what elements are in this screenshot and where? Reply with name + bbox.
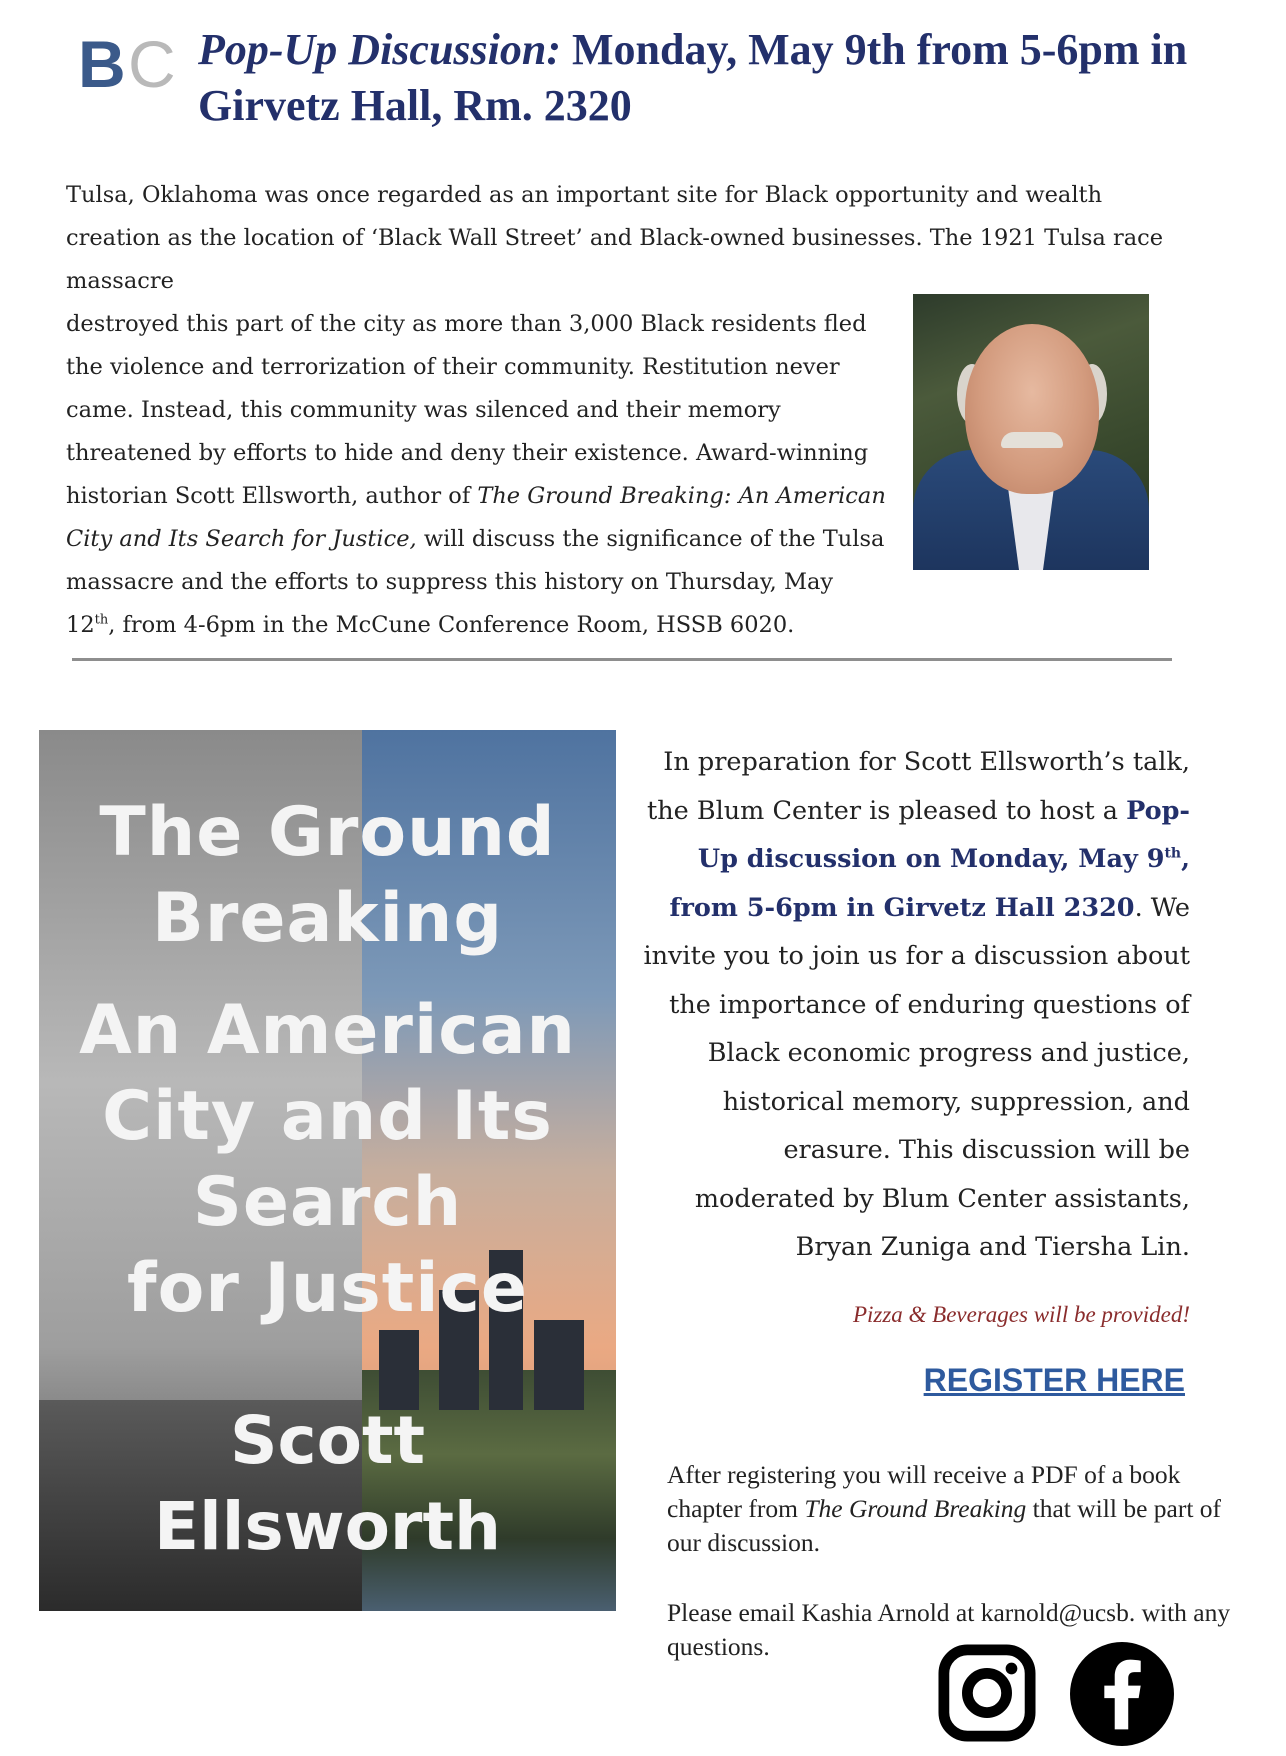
author-portrait xyxy=(913,294,1149,570)
after-book: The Ground Breaking xyxy=(804,1494,1027,1523)
cover-title-line-2: Breaking xyxy=(152,879,503,958)
after-text-1: After registering you will receive a PDF of a book chapter from xyxy=(667,1460,1181,1523)
cover-author-block xyxy=(39,1398,616,1570)
after-register-note xyxy=(667,1458,1227,1560)
intro-text-1: Tulsa, Oklahoma was once regarded as an important site for Black opportunity and wealth creation as the location of ‘Black Wall Street’ and Black-owned businesses. The 1921 Tulsa race massacre xyxy=(66,182,1164,294)
intro-book-title: The Ground Breaking: An American City and Its Search for Justice, xyxy=(66,483,886,552)
logo-letter-b: B xyxy=(78,27,126,101)
intro-sup: th xyxy=(94,612,109,628)
cover-gap xyxy=(39,962,616,988)
intro-text-3: will discuss the significance of the Tulsa massacre and the efforts to suppress this history on Thursday, May 12 xyxy=(66,526,885,638)
book-cover xyxy=(39,730,616,1611)
title-italic: Pop-Up Discussion: xyxy=(198,25,562,74)
blum-center-logo xyxy=(78,27,182,101)
details-highlight-1: Pop-Up discussion on Monday, May 9 xyxy=(697,795,1190,874)
contact-note: Please email Kashia Arnold at karnold@ucsb. with any questions. xyxy=(667,1598,1231,1661)
cover-author-line-2: Ellsworth xyxy=(153,1488,501,1565)
details-text-2: . We invite you to join us for a discussion about the importance of enduring questions of Black economic progress and justice, historical memory, suppression, and erasure. This discussion will be moderated by Blum Center assistants, Bryan Zuniga and Tiersha Lin. xyxy=(643,892,1190,1262)
section-divider xyxy=(72,658,1172,661)
cover-title-block xyxy=(39,790,616,1332)
cover-author-line-1: Scott xyxy=(229,1402,426,1479)
cover-subtitle-line-4: for Justice xyxy=(127,1249,528,1328)
after-text-2: that will be part of our discussion. xyxy=(667,1494,1222,1557)
register-link[interactable]: REGISTER HERE xyxy=(923,1362,1185,1398)
cover-title-line-1: The Ground xyxy=(99,793,556,872)
details-highlight-2: , from 5-6pm in Girvetz Hall 2320 xyxy=(669,844,1190,923)
details-text-1: In preparation for Scott Ellsworth’s talk, the Blum Center is pleased to host a xyxy=(646,747,1190,826)
cover-subtitle-line-2: City and Its xyxy=(102,1077,553,1156)
intro-text-2: destroyed this part of the city as more than 3,000 Black residents fled the violence and terrorization of their community. Restitution never came. Instead, this community was silenced and their memory threatened by efforts to hide and deny their existence. Award-winning historian Scott Ellsworth, author of xyxy=(66,311,869,509)
intro-text-4: , from 4-6pm in the McCune Conference Room, HSSB 6020. xyxy=(108,612,795,638)
intro-narrow-block xyxy=(66,303,886,647)
facebook-icon[interactable] xyxy=(1070,1642,1174,1746)
cover-subtitle-line-1: An American xyxy=(79,991,576,1070)
page-title xyxy=(198,22,1268,134)
pizza-note: Pizza & Beverages will be provided! xyxy=(852,1302,1190,1327)
portrait-mustache xyxy=(1001,432,1063,448)
instagram-icon[interactable] xyxy=(938,1644,1036,1742)
details-highlight-sup: th xyxy=(1164,845,1182,862)
logo-letter-c: C xyxy=(128,27,176,101)
cover-subtitle-line-3: Search xyxy=(192,1163,463,1242)
title-rest: Monday, May 9th from 5-6pm in Girvetz Hall, Rm. 2320 xyxy=(198,25,1188,130)
portrait-head xyxy=(965,324,1099,494)
cover-building-3 xyxy=(534,1320,584,1410)
event-details xyxy=(640,738,1190,1272)
